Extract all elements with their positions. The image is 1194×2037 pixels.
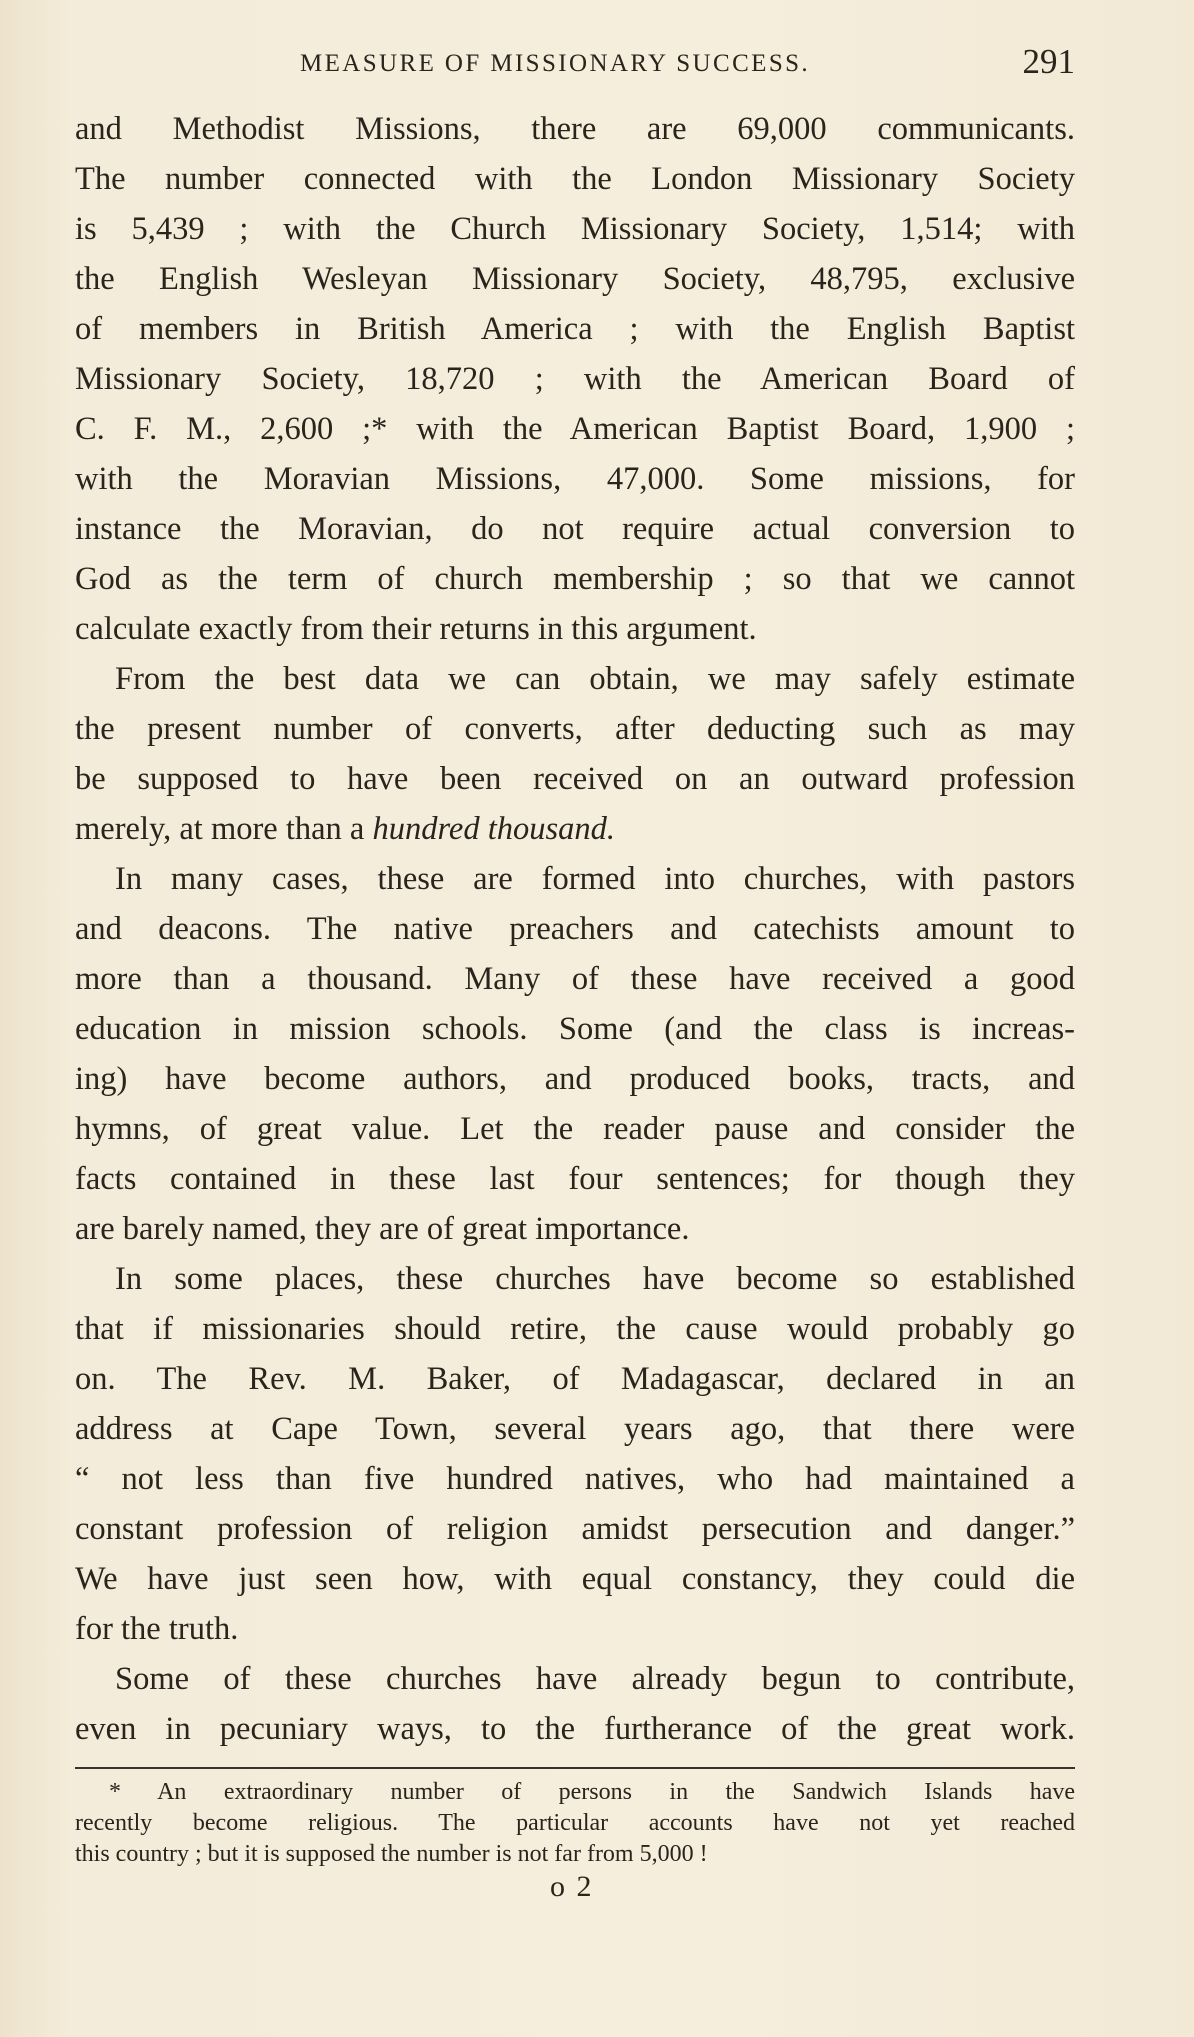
text-line: for the truth.	[75, 1611, 239, 1647]
text-line: In many cases, these are formed into churches, with pastors	[115, 861, 1075, 897]
page-header	[75, 42, 1075, 92]
footnote	[75, 1777, 1075, 1870]
text-line: God as the term of church membership ; so that we cannot	[75, 561, 1075, 597]
emphasis-text: hundred thousand.	[372, 811, 616, 847]
text-line: on. The Rev. M. Baker, of Madagascar, declared in an	[75, 1361, 1075, 1397]
text-line: We have just seen how, with equal constancy, they could die	[75, 1561, 1075, 1597]
text-line: constant profession of religion amidst persecution and danger.”	[75, 1511, 1075, 1547]
footnote-line: this country ; but it is supposed the number is not far from 5,000 !	[75, 1841, 708, 1867]
text-line: Some of these churches have already begun to contribute,	[115, 1661, 1075, 1697]
text-line: and Methodist Missions, there are 69,000 communicants.	[75, 111, 1075, 147]
text-line: education in mission schools. Some (and the class is increas-	[75, 1011, 1075, 1047]
text-line: the English Wesleyan Missionary Society, 48,795, exclusive	[75, 261, 1075, 297]
footnote-line: recently become religious. The particular accounts have not yet reached	[75, 1810, 1075, 1836]
text-line-with-emphasis	[75, 804, 1075, 854]
footnote-line: * An extraordinary number of persons in the Sandwich Islands have	[109, 1779, 1075, 1805]
text-line: The number connected with the London Missionary Society	[75, 161, 1075, 197]
text-line: calculate exactly from their returns in this argument.	[75, 611, 757, 647]
running-title: MEASURE OF MISSIONARY SUCCESS.	[300, 50, 811, 77]
text-line: “ not less than five hundred natives, who had maintained a	[75, 1461, 1075, 1497]
text-line: is 5,439 ; with the Church Missionary Society, 1,514; with	[75, 211, 1075, 247]
text-line: that if missionaries should retire, the cause would probably go	[75, 1311, 1075, 1347]
text-line: hymns, of great value. Let the reader pause and consider the	[75, 1111, 1075, 1147]
body-text	[75, 104, 1075, 1754]
text-line: more than a thousand. Many of these have received a good	[75, 961, 1075, 997]
text-line: From the best data we can obtain, we may safely estimate	[115, 661, 1075, 697]
text-line: facts contained in these last four sentences; for though they	[75, 1161, 1075, 1197]
text-line: the present number of converts, after deducting such as may	[75, 711, 1075, 747]
text-line: Missionary Society, 18,720 ; with the American Board of	[75, 361, 1075, 397]
text-line: be supposed to have been received on an outward profession	[75, 761, 1075, 797]
signature-mark: o 2	[550, 1870, 594, 1903]
page-number: 291	[1022, 42, 1075, 81]
text-line: with the Moravian Missions, 47,000. Some missions, for	[75, 461, 1075, 497]
text-line: ing) have become authors, and produced books, tracts, and	[75, 1061, 1075, 1097]
text-line: and deacons. The native preachers and catechists amount to	[75, 911, 1075, 947]
text-line: instance the Moravian, do not require actual conversion to	[75, 511, 1075, 547]
footnote-divider	[75, 1767, 1075, 1769]
text-line: of members in British America ; with the English Baptist	[75, 311, 1075, 347]
text-line: In some places, these churches have become so established	[115, 1261, 1075, 1297]
text-line: are barely named, they are of great importance.	[75, 1211, 690, 1247]
text-run: merely, at more than a	[75, 811, 365, 847]
text-line: C. F. M., 2,600 ;* with the American Baptist Board, 1,900 ;	[75, 411, 1075, 447]
text-line: even in pecuniary ways, to the furtherance of the great work.	[75, 1711, 1075, 1747]
text-line: address at Cape Town, several years ago, that there were	[75, 1411, 1075, 1447]
